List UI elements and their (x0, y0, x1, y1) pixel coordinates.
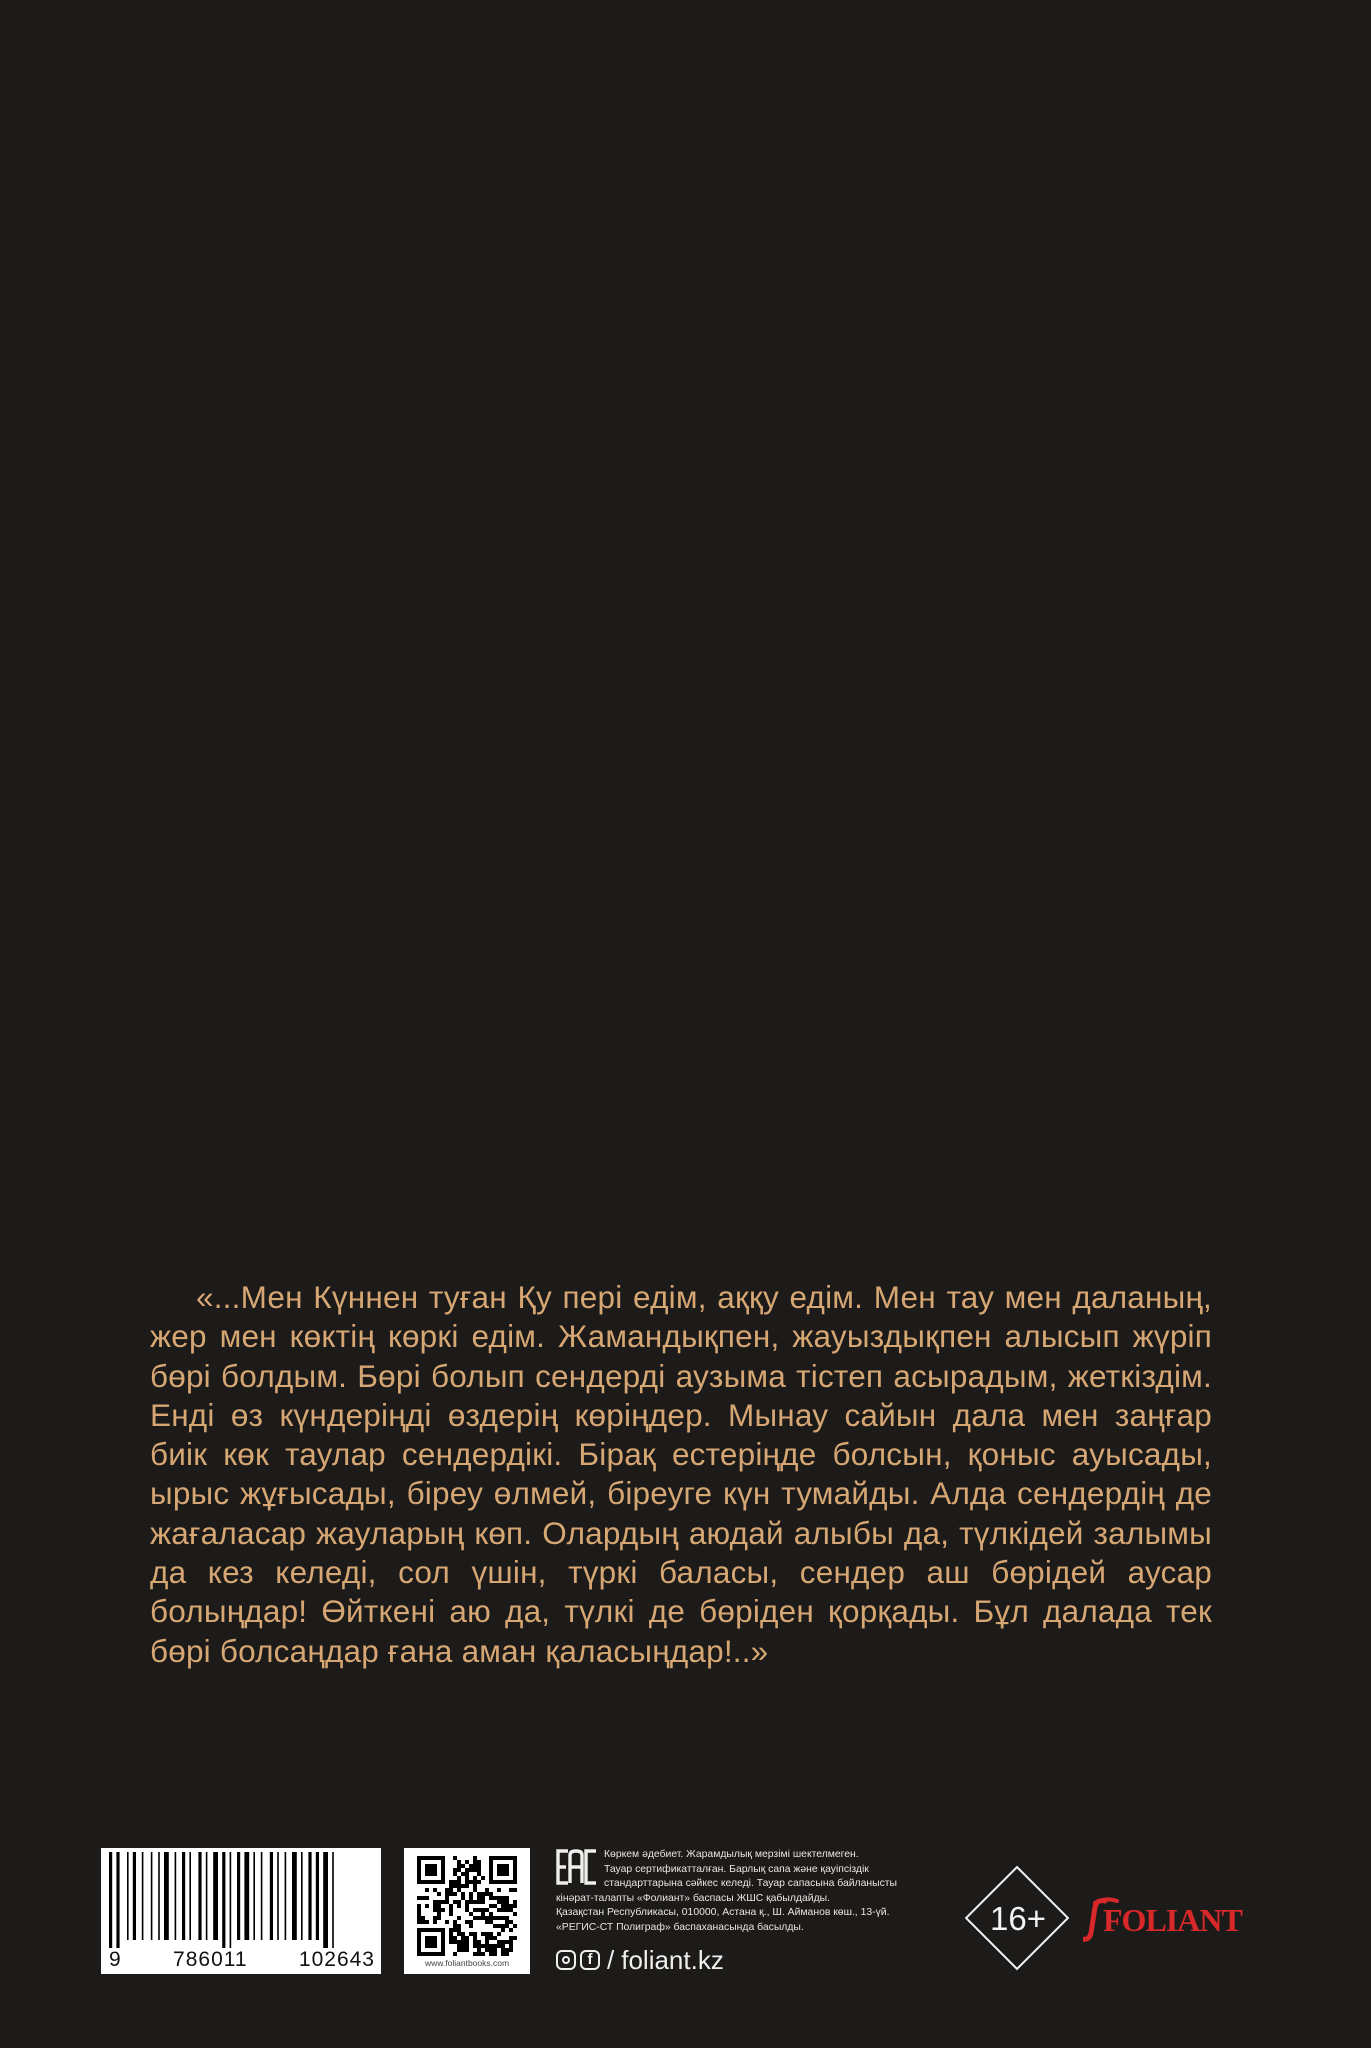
qr-module (457, 1948, 461, 1952)
qr-module (485, 1936, 489, 1940)
qr-module (509, 1908, 513, 1912)
qr-module (445, 1920, 449, 1924)
qr-module (513, 1912, 517, 1916)
qr-module (477, 1948, 481, 1952)
qr-module (489, 1932, 493, 1936)
qr-module (473, 1888, 477, 1892)
qr-module (489, 1948, 493, 1952)
qr-module (473, 1900, 477, 1904)
qr-module (505, 1952, 509, 1956)
qr-module (477, 1872, 481, 1876)
barcode-bar (261, 1852, 263, 1940)
qr-module (437, 1904, 441, 1908)
qr-module (473, 1940, 477, 1944)
qr-module (437, 1908, 441, 1912)
qr-module (461, 1892, 465, 1896)
barcode-bar (332, 1852, 334, 1948)
qr-module (469, 1912, 473, 1916)
qr-module (453, 1940, 457, 1944)
qr-module (477, 1860, 481, 1864)
barcode-bar (237, 1852, 240, 1940)
foliant-logo-text: FOLIANT (1103, 1902, 1242, 1938)
qr-module (481, 1916, 485, 1920)
qr-module (433, 1916, 437, 1920)
qr-module (497, 1940, 501, 1944)
qr-finder-core (425, 1936, 437, 1948)
qr-module (489, 1904, 493, 1908)
legal-info (556, 1848, 944, 1936)
qr-module (481, 1892, 485, 1896)
qr-module (481, 1908, 485, 1912)
qr-module (449, 1928, 453, 1932)
qr-module (489, 1912, 493, 1916)
qr-module (425, 1888, 429, 1892)
qr-module (473, 1856, 477, 1860)
qr-module (509, 1940, 513, 1944)
qr-module (457, 1940, 461, 1944)
qr-module (437, 1900, 441, 1904)
qr-module (461, 1944, 465, 1948)
qr-module (449, 1888, 453, 1892)
barcode-bar (133, 1852, 136, 1940)
qr-module (485, 1944, 489, 1948)
qr-module (473, 1952, 477, 1956)
qr-module (477, 1944, 481, 1948)
qr-module (461, 1932, 465, 1936)
qr-module (453, 1920, 457, 1924)
barcode-bar (301, 1852, 303, 1940)
barcode-bars (107, 1852, 375, 1948)
isbn-barcode (101, 1848, 381, 1974)
qr-module (477, 1892, 481, 1896)
barcode-bar (292, 1852, 297, 1940)
qr-module (417, 1896, 421, 1900)
qr-module (505, 1900, 509, 1904)
barcode-bar (116, 1852, 119, 1948)
barcode-bar (198, 1852, 201, 1940)
qr-module (469, 1924, 473, 1928)
qr-module (433, 1888, 437, 1892)
qr-module (465, 1868, 469, 1872)
barcode-bar (253, 1852, 255, 1940)
qr-module (449, 1880, 453, 1884)
qr-module (497, 1944, 501, 1948)
qr-module (505, 1904, 509, 1908)
qr-module (457, 1888, 461, 1892)
qr-module (469, 1880, 473, 1884)
qr-module (489, 1952, 493, 1956)
qr-code (404, 1848, 530, 1974)
qr-module (485, 1948, 489, 1952)
qr-module (457, 1904, 461, 1908)
qr-module (477, 1916, 481, 1920)
qr-module (465, 1904, 469, 1908)
qr-code-url: www.foliantbooks.com (424, 1958, 510, 1968)
qr-module (465, 1944, 469, 1948)
social-separator: / (607, 1944, 615, 1975)
qr-module (445, 1900, 449, 1904)
qr-module (501, 1928, 505, 1932)
qr-module (477, 1868, 481, 1872)
qr-module (437, 1912, 441, 1916)
qr-module (425, 1904, 429, 1908)
qr-module (421, 1920, 425, 1924)
qr-module (473, 1936, 477, 1940)
qr-module (465, 1876, 469, 1880)
qr-module (461, 1884, 465, 1888)
qr-module (453, 1928, 457, 1932)
qr-module (417, 1908, 421, 1912)
qr-module (477, 1896, 481, 1900)
qr-module (465, 1884, 469, 1888)
qr-module (505, 1924, 509, 1928)
barcode-bar (142, 1852, 144, 1940)
qr-module (449, 1884, 453, 1888)
barcode-digit-group-2: 786011 (173, 1948, 248, 1971)
qr-module (465, 1948, 469, 1952)
qr-module (481, 1900, 485, 1904)
facebook-icon[interactable]: f (580, 1950, 600, 1970)
qr-module (457, 1928, 461, 1932)
qr-module (461, 1864, 465, 1868)
qr-module (473, 1916, 477, 1920)
qr-module (481, 1952, 485, 1956)
qr-module (457, 1932, 461, 1936)
barcode-bar (109, 1852, 112, 1948)
qr-module (477, 1880, 481, 1884)
qr-module (509, 1948, 513, 1952)
qr-module (493, 1896, 497, 1900)
qr-module (513, 1900, 517, 1904)
qr-module (473, 1864, 477, 1868)
barcode-bar (316, 1852, 319, 1940)
qr-code-pattern (417, 1856, 517, 1956)
barcode-bar (230, 1852, 232, 1948)
qr-module (489, 1916, 493, 1920)
qr-module (465, 1860, 469, 1864)
qr-module (497, 1900, 501, 1904)
qr-module (481, 1944, 485, 1948)
barcode-bar (175, 1852, 177, 1940)
qr-module (449, 1892, 453, 1896)
qr-module (509, 1944, 513, 1948)
qr-module (497, 1924, 501, 1928)
qr-module (437, 1916, 441, 1920)
qr-module (505, 1916, 509, 1920)
barcode-bar (182, 1852, 185, 1940)
blurb-quote (150, 1278, 1212, 1671)
qr-module (453, 1872, 457, 1876)
legal-line: «РЕГИС-СТ Полиграф» баспаханасында басылды. (556, 1921, 804, 1933)
qr-module (489, 1892, 493, 1896)
qr-module (449, 1908, 453, 1912)
qr-module (509, 1928, 513, 1932)
qr-module (457, 1880, 461, 1884)
foliant-logo (1083, 1895, 1263, 1943)
qr-module (497, 1932, 501, 1936)
qr-module (457, 1916, 461, 1920)
qr-module (465, 1908, 469, 1912)
qr-module (445, 1888, 449, 1892)
qr-module (453, 1936, 457, 1940)
qr-module (497, 1888, 501, 1892)
qr-module (441, 1900, 445, 1904)
barcode-bar (285, 1852, 287, 1940)
qr-module (465, 1880, 469, 1884)
qr-module (465, 1872, 469, 1876)
qr-module (497, 1916, 501, 1920)
qr-module (477, 1952, 481, 1956)
qr-module (453, 1884, 457, 1888)
qr-module (501, 1924, 505, 1928)
qr-module (469, 1900, 473, 1904)
qr-module (461, 1936, 465, 1940)
qr-module (481, 1912, 485, 1916)
qr-module (497, 1908, 501, 1912)
eac-certification-mark (556, 1849, 598, 1885)
qr-module (501, 1948, 505, 1952)
qr-module (449, 1904, 453, 1908)
qr-module (465, 1900, 469, 1904)
qr-module (509, 1904, 513, 1908)
qr-module (425, 1896, 429, 1900)
barcode-bar (158, 1852, 160, 1940)
qr-module (457, 1900, 461, 1904)
qr-module (477, 1864, 481, 1868)
qr-module (481, 1876, 485, 1880)
qr-module (489, 1936, 493, 1940)
qr-module (453, 1924, 457, 1928)
qr-module (457, 1944, 461, 1948)
age-rating-label: 16+ (990, 1900, 1046, 1937)
qr-module (473, 1932, 477, 1936)
qr-module (513, 1924, 517, 1928)
qr-module (433, 1900, 437, 1904)
barcode-bar (222, 1852, 225, 1948)
qr-module (441, 1908, 445, 1912)
qr-module (461, 1948, 465, 1952)
qr-module (453, 1868, 457, 1872)
qr-module (513, 1936, 517, 1940)
qr-module (457, 1924, 461, 1928)
qr-module (505, 1948, 509, 1952)
qr-module (453, 1892, 457, 1896)
barcode-bar (244, 1852, 249, 1940)
qr-module (509, 1936, 513, 1940)
qr-module (477, 1908, 481, 1912)
qr-module (437, 1892, 441, 1896)
qr-module (505, 1896, 509, 1900)
qr-module (489, 1920, 493, 1924)
barcode-bar (206, 1852, 208, 1940)
qr-module (485, 1940, 489, 1944)
qr-module (493, 1936, 497, 1940)
qr-module (457, 1860, 461, 1864)
qr-module (493, 1916, 497, 1920)
qr-module (485, 1892, 489, 1896)
blurb-text: «...Мен Күннен туған Қу пері едім, аққу едім. Мен тау мен даланың, жер мен көктің көркі едім. Жамандықпен, жауыздықпен алысып жүріп бөрі болдым. Бөрі болып сендерді аузыма тістеп асырадым, жеткіздім. Енді өз күндеріңді өздерің көріңдер. Мынау сайын дала мен заңғар биік көк таулар сендердікі. Бірақ естеріңде болсын, қоныс ауысады, ырыс жұғысады, біреу өлмей, біреуге күн тумайды. Алда сендердің де жағаласар жауларың көп. Олардың аюдай алыбы да, түлкідей залымы да кез келеді, сол үшін, түркі баласы, сендер аш бөрідей аусар болыңдар! Өйткені аю да, түлкі де бөріден қорқады. Бұл далада тек бөрі болсаңдар ғана аман қаласыңдар!..» (150, 1279, 1212, 1669)
qr-module (501, 1952, 505, 1956)
qr-module (461, 1872, 465, 1876)
qr-module (497, 1896, 501, 1900)
qr-module (489, 1944, 493, 1948)
qr-module (449, 1912, 453, 1916)
qr-module (469, 1868, 473, 1872)
qr-module (453, 1880, 457, 1884)
qr-module (457, 1884, 461, 1888)
qr-module (417, 1912, 421, 1916)
qr-module (473, 1944, 477, 1948)
barcode-bar (277, 1852, 279, 1940)
qr-module (501, 1904, 505, 1908)
qr-module (465, 1940, 469, 1944)
qr-module (509, 1888, 513, 1892)
barcode-bar (323, 1852, 328, 1948)
qr-module (489, 1896, 493, 1900)
qr-module (501, 1944, 505, 1948)
qr-module (421, 1896, 425, 1900)
qr-module (493, 1924, 497, 1928)
qr-module (461, 1940, 465, 1944)
qr-module (473, 1880, 477, 1884)
qr-module (485, 1916, 489, 1920)
qr-module (501, 1908, 505, 1912)
qr-module (509, 1920, 513, 1924)
qr-module (453, 1856, 457, 1860)
barcode-bar (164, 1852, 169, 1940)
qr-module (481, 1896, 485, 1900)
qr-module (485, 1932, 489, 1936)
legal-line: Қазақстан Республикасы, 010000, Астана қ., Ш. Айманов көш., 13-үй. (556, 1907, 890, 1919)
qr-module (505, 1920, 509, 1924)
qr-module (453, 1900, 457, 1904)
barcode-digit-group-1: 9 (109, 1948, 122, 1971)
legal-line: Тауар сертификатталған. Барлық сапа және қауіпсіздік (604, 1863, 869, 1875)
qr-module (445, 1892, 449, 1896)
qr-module (469, 1896, 473, 1900)
qr-module (473, 1884, 477, 1888)
qr-module (485, 1920, 489, 1924)
qr-module (417, 1904, 421, 1908)
qr-module (449, 1940, 453, 1944)
barcode-digits (107, 1948, 377, 1972)
barcode-bar (213, 1852, 218, 1940)
qr-module (457, 1876, 461, 1880)
qr-module (469, 1864, 473, 1868)
barcode-bar (270, 1852, 273, 1940)
qr-module (477, 1940, 481, 1944)
qr-module (485, 1888, 489, 1892)
qr-module (501, 1896, 505, 1900)
qr-module (477, 1900, 481, 1904)
qr-module (449, 1936, 453, 1940)
qr-module (469, 1892, 473, 1896)
legal-line: Көркем әдебиет. Жарамдылық мерзімі шектелмеген. (604, 1849, 859, 1860)
qr-module (433, 1920, 437, 1924)
qr-module (433, 1904, 437, 1908)
legal-line: кінәрат-талапты «Фолиант» баспасы ЖШС қабылдайды. (556, 1892, 830, 1904)
qr-module (449, 1932, 453, 1936)
qr-module (473, 1868, 477, 1872)
qr-module (469, 1932, 473, 1936)
social-handle[interactable]: foliant.kz (621, 1944, 724, 1975)
qr-module (461, 1896, 465, 1900)
qr-module (493, 1952, 497, 1956)
qr-module (505, 1908, 509, 1912)
qr-module (445, 1896, 449, 1900)
qr-finder-core (497, 1864, 509, 1876)
qr-module (457, 1868, 461, 1872)
qr-finder-core (425, 1864, 437, 1876)
qr-module (485, 1908, 489, 1912)
qr-module (457, 1864, 461, 1868)
qr-module (493, 1948, 497, 1952)
qr-module (465, 1920, 469, 1924)
qr-module (473, 1908, 477, 1912)
qr-module (513, 1888, 517, 1892)
qr-module (505, 1940, 509, 1944)
qr-module (513, 1904, 517, 1908)
qr-module (493, 1904, 497, 1908)
qr-module (501, 1940, 505, 1944)
barcode-digit-group-3: 102643 (298, 1948, 375, 1971)
barcode-bar (308, 1852, 311, 1940)
qr-module (433, 1908, 437, 1912)
qr-module (417, 1920, 421, 1924)
qr-module (473, 1876, 477, 1880)
qr-module (469, 1920, 473, 1924)
qr-module (417, 1916, 421, 1920)
barcode-bar (189, 1852, 191, 1940)
qr-module (453, 1952, 457, 1956)
qr-module (493, 1944, 497, 1948)
qr-module (425, 1920, 429, 1924)
qr-module (421, 1916, 425, 1920)
qr-module (481, 1932, 485, 1936)
qr-module (473, 1860, 477, 1864)
legal-line: стандарттарына сәйкес келеді. Тауар сапасына байланысты (604, 1878, 898, 1890)
qr-module (501, 1916, 505, 1920)
social-links (556, 1945, 724, 1975)
qr-module (465, 1936, 469, 1940)
barcode-bar (151, 1852, 153, 1940)
qr-module (501, 1900, 505, 1904)
barcode-bar (127, 1852, 129, 1940)
instagram-icon[interactable] (556, 1950, 576, 1970)
